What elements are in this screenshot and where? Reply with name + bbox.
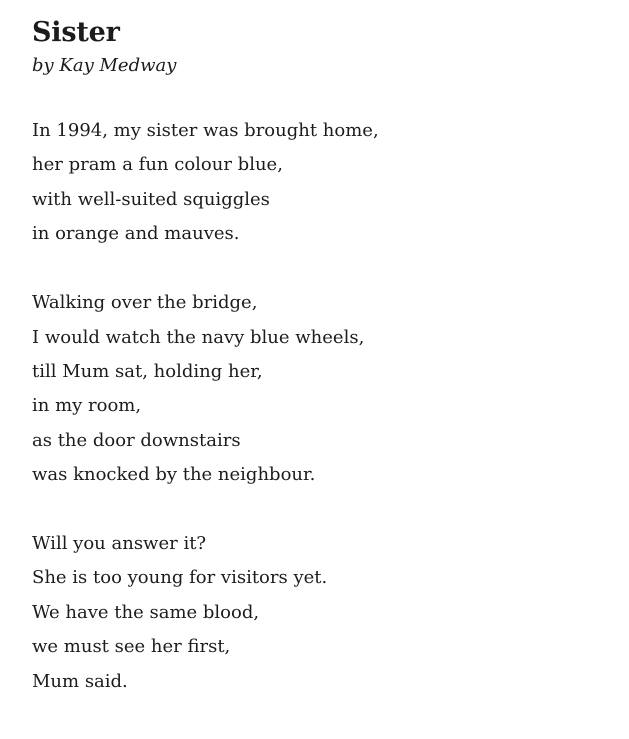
poem-line: with well-suited squiggles <box>32 188 270 210</box>
poem-byline: by Kay Medway <box>32 55 177 76</box>
poem-line: we must see her first, <box>32 636 231 658</box>
poem-line: We have the same blood, <box>32 601 260 623</box>
stanza-2 <box>32 286 597 492</box>
poem-line: In 1994, my sister was brought home, <box>32 120 379 141</box>
poem-line: her pram a fun colour blue, <box>32 154 283 176</box>
poem-line: was knocked by the neighbour. <box>32 464 316 486</box>
poem-title: Sister <box>32 17 120 48</box>
poem-line: in orange and mauves. <box>32 223 240 245</box>
poem-line: in my room, <box>32 395 142 417</box>
poem-line: I would watch the navy blue wheels, <box>32 326 365 348</box>
stanza-3 <box>32 527 597 699</box>
poem-line: till Mum sat, holding her, <box>32 360 263 382</box>
stanza-1 <box>32 114 597 252</box>
poem-line: Will you answer it? <box>32 533 207 555</box>
poem-line: Walking over the bridge, <box>32 292 258 314</box>
poem-line: as the door downstairs <box>32 429 241 451</box>
poem-line: She is too young for visitors yet. <box>32 567 328 589</box>
poem-line: Mum said. <box>32 670 128 692</box>
